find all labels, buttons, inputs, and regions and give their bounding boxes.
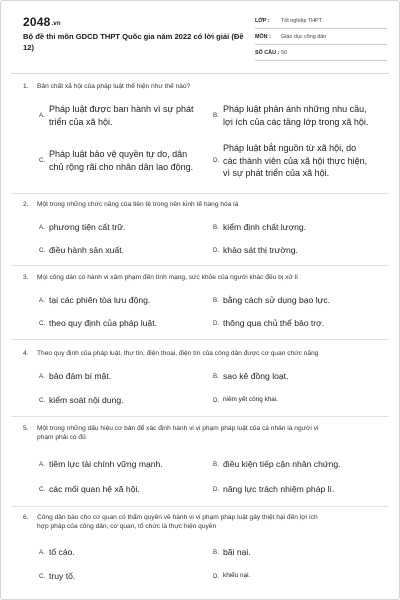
logo-suffix: .vn xyxy=(51,21,61,27)
option-text: năng lực trách nhiệm pháp lí. xyxy=(223,484,335,494)
option-a[interactable] xyxy=(39,546,75,558)
question-text: Mọi công dân có hành vi xâm phạm đến tính mạng, sức khỏe của người khác đều bị xử lí xyxy=(37,274,298,281)
option-text: kiểm soát nội dung. xyxy=(49,395,124,405)
option-b[interactable] xyxy=(213,103,368,128)
question-stem xyxy=(23,513,383,531)
option-text: theo quy định của pháp luật. xyxy=(49,318,157,328)
option-letter: D. xyxy=(213,485,220,493)
option-letter: B. xyxy=(213,548,219,556)
option-b[interactable] xyxy=(213,221,306,233)
option-text: Pháp luật phản ánh những nhu cầu, lợi ích của các tầng lớp trong xã hội. xyxy=(223,104,369,127)
option-letter: A. xyxy=(39,112,45,119)
option-text: Pháp luật được ban hành vì sự phát triển của xã hội. xyxy=(49,104,194,127)
option-letter: C. xyxy=(39,485,46,493)
option-text: bằng cách sử dụng bạo lực. xyxy=(223,295,331,305)
option-text: tố cáo. xyxy=(49,547,75,557)
option-d[interactable] xyxy=(213,317,324,329)
question-text: Công dân báo cho cơ quan có thẩm quyền về hành vi vi phạm pháp luật gây thiệt hại đến lợi ích hợp pháp của công dân, cơ quan, tổ chức là thực hiện quyền xyxy=(37,514,318,530)
option-c[interactable] xyxy=(39,394,124,406)
option-a[interactable] xyxy=(39,221,125,233)
question-number: 2. xyxy=(23,201,29,208)
meta-key: SỐ CÂU : xyxy=(255,49,280,56)
option-c[interactable] xyxy=(39,483,140,495)
question-stem xyxy=(23,200,383,209)
option-c[interactable] xyxy=(39,148,193,173)
header-divider xyxy=(11,73,389,74)
option-text: sao kê đồng loạt. xyxy=(223,371,289,381)
option-letter: B. xyxy=(213,296,219,304)
question-stem xyxy=(23,273,383,282)
exam-meta xyxy=(255,13,387,61)
option-letter: C. xyxy=(39,396,46,404)
option-letter: A. xyxy=(39,460,45,468)
question-number: 4. xyxy=(23,350,29,357)
option-a[interactable] xyxy=(39,103,194,128)
question-divider xyxy=(11,506,389,507)
meta-row-count xyxy=(255,45,387,61)
option-letter: C. xyxy=(39,157,46,164)
option-text: truy tố. xyxy=(49,571,76,581)
question-number: 3. xyxy=(23,274,29,281)
option-letter: C. xyxy=(39,572,46,580)
option-letter: D. xyxy=(213,157,220,165)
question-text: Theo quy định của pháp luật, thư tín, điện thoại, điện tín của công dân được cơ quan chức năng xyxy=(37,350,319,357)
question-divider xyxy=(11,339,389,340)
option-letter: B. xyxy=(213,460,219,468)
option-c[interactable] xyxy=(39,317,157,329)
option-text: tiềm lực tài chính vững mạnh. xyxy=(49,459,163,469)
question-stem xyxy=(23,82,383,91)
option-b[interactable] xyxy=(213,294,330,306)
option-letter: D. xyxy=(213,572,220,580)
option-a[interactable] xyxy=(39,370,111,382)
meta-key: MÔN : xyxy=(255,33,271,40)
question-divider xyxy=(11,265,389,266)
option-letter: D. xyxy=(213,246,220,254)
option-text: Pháp luật bảo vệ quyền tự do, dân chủ rộng rãi cho nhân dân lao động. xyxy=(49,149,194,172)
option-letter: A. xyxy=(39,296,45,304)
document-title: Bộ đề thi môn GDCD THPT Quốc gia năm 2022 có lời giải (Đề 12) xyxy=(23,32,244,52)
option-text: kiểm định chất lượng. xyxy=(223,222,307,232)
option-text: khảo sát thị trường. xyxy=(223,245,298,255)
option-c[interactable] xyxy=(39,570,75,582)
meta-row-subject xyxy=(255,29,387,45)
option-a[interactable] xyxy=(39,458,163,470)
option-text: niêm yết công khai. xyxy=(223,396,279,403)
option-d[interactable] xyxy=(213,570,250,582)
option-d[interactable] xyxy=(213,394,278,406)
question-number: 5. xyxy=(23,425,29,432)
question-number: 1. xyxy=(23,83,29,90)
option-text: các mối quan hệ xã hội. xyxy=(49,484,140,494)
option-d[interactable] xyxy=(213,483,334,495)
option-text: khiếu nại. xyxy=(223,572,251,579)
option-text: tại các phiên tòa lưu động. xyxy=(49,295,151,305)
option-b[interactable] xyxy=(213,370,288,382)
question-stem xyxy=(23,424,383,442)
option-text: bãi nại. xyxy=(223,547,251,557)
meta-key: LỚP : xyxy=(255,17,270,24)
option-letter: C. xyxy=(39,246,46,254)
option-letter: C. xyxy=(39,319,46,327)
question-divider xyxy=(11,193,389,194)
question-divider xyxy=(11,416,389,417)
option-letter: B. xyxy=(213,112,219,119)
option-c[interactable] xyxy=(39,244,124,256)
meta-value: 50 xyxy=(281,49,287,56)
logo-main: 2048 xyxy=(23,15,51,29)
site-logo[interactable] xyxy=(23,15,61,29)
option-letter: D. xyxy=(213,319,220,327)
question-text: Bản chất xã hội của pháp luật thể hiện như thế nào? xyxy=(37,83,191,90)
option-letter: A. xyxy=(39,548,45,556)
option-text: điều kiện tiếp cận nhân chứng. xyxy=(223,459,341,469)
question-text: Một trong những dấu hiệu cơ bản để xác định hành vi vi phạm pháp luật của cá nhân là người vi phạm phải có đủ xyxy=(37,425,319,441)
meta-value: Tốt nghiệp THPT xyxy=(281,17,322,24)
option-letter: A. xyxy=(39,372,45,380)
meta-row-class xyxy=(255,13,387,29)
option-text: phương tiện cất trữ. xyxy=(49,222,126,232)
option-text: điều hành sản xuất. xyxy=(49,245,125,255)
option-letter: A. xyxy=(39,223,45,231)
option-a[interactable] xyxy=(39,294,150,306)
option-d[interactable] xyxy=(213,142,367,180)
exam-header xyxy=(1,1,400,71)
question-stem xyxy=(23,349,383,358)
option-text: thông qua chủ thể bảo trợ. xyxy=(223,318,325,328)
option-letter: B. xyxy=(213,372,219,380)
option-b[interactable] xyxy=(213,546,251,558)
option-b[interactable] xyxy=(213,458,341,470)
option-text: Pháp luật bắt nguồn từ xã hội, do các thành viên của xã hội thực hiện, vì sự phát triển của xã hội. xyxy=(223,143,368,178)
question-number: 6. xyxy=(23,514,29,521)
option-text: bảo đảm bí mật. xyxy=(49,371,112,381)
question-text: Một trong những chức năng của tiền tệ trong nền kinh tế hàng hóa là xyxy=(37,201,239,208)
option-letter: B. xyxy=(213,223,219,231)
meta-value: Giáo dục công dân xyxy=(281,33,327,40)
option-d[interactable] xyxy=(213,244,298,256)
option-letter: D. xyxy=(213,396,220,404)
